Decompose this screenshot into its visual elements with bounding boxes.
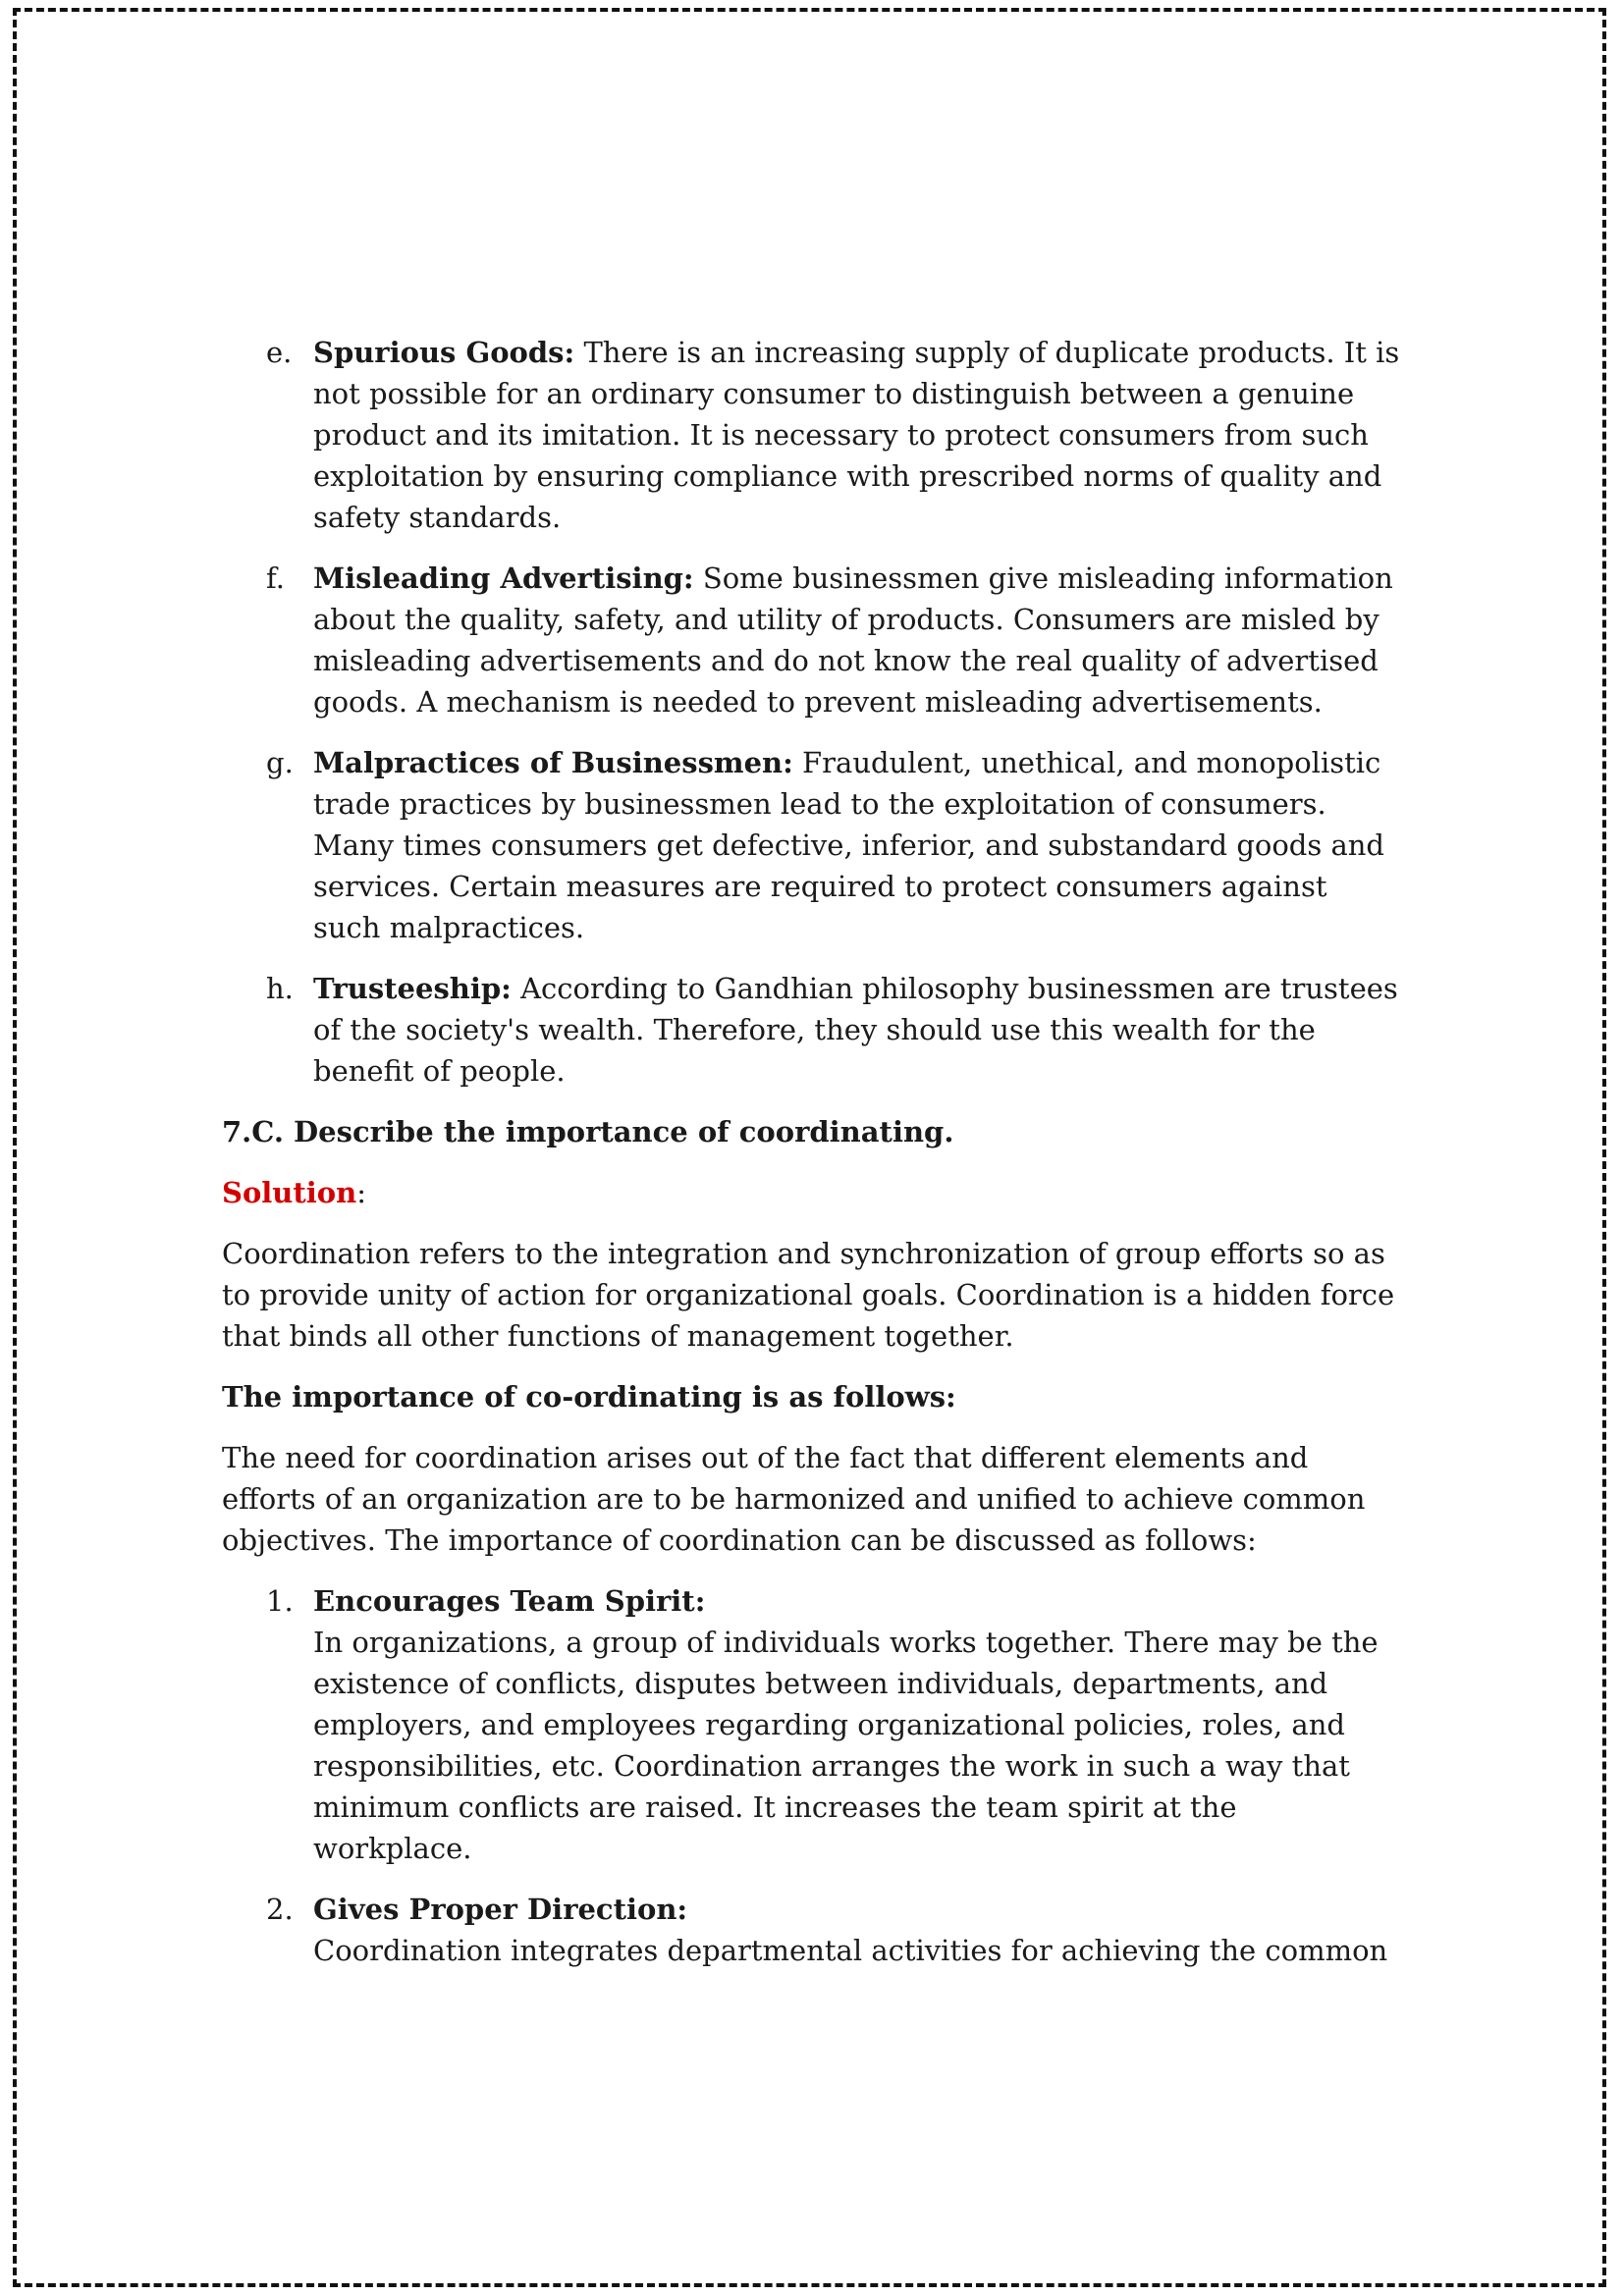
list-text: Some businessmen give misleading information about the quality, safety, and utility of products. Consumers are misled by misleading advertisements and do not know the real quality of advertised goods. A mechanism is needed to prevent misleading advertisements. [313, 561, 1393, 719]
list-text: According to Gandhian philosophy businessmen are trustees of the society's wealth. Therefore, they should use this wealth for the benefit of people. [313, 972, 1398, 1088]
list-item-spurious-goods [222, 332, 1400, 538]
need-paragraph: The need for coordination arises out of the fact that different elements and efforts of an organization are to be harmonized and unified to achieve common objectives. The importance of coordination can be discussed as follows: [222, 1441, 1366, 1557]
solution-colon: : [356, 1176, 367, 1209]
document-content [222, 332, 1400, 1991]
list-item-malpractices [222, 742, 1400, 948]
numbered-item-title: Encourages Team Spirit: [313, 1584, 706, 1618]
list-item-trusteeship [222, 968, 1400, 1092]
list-text: Fraudulent, unethical, and monopolistic trade practices by businessmen lead to the exploitation of consumers. Many times consumers get defective, inferior, and substandard goods and services. Certain measures are required to protect consumers against such malpractices. [313, 746, 1384, 944]
numbered-item-team-spirit [222, 1580, 1400, 1869]
question-heading: 7.C. Describe the importance of coordinating. [222, 1115, 954, 1148]
list-marker: g. [266, 746, 294, 779]
solution-label: Solution [222, 1176, 357, 1209]
numbered-item-title: Gives Proper Direction: [313, 1893, 688, 1926]
importance-heading: The importance of co-ordinating is as follows: [222, 1380, 956, 1414]
list-item-misleading-advertising [222, 558, 1400, 722]
list-term: Trusteeship: [313, 972, 512, 1005]
list-text: There is an increasing supply of duplicate products. It is not possible for an ordinary consumer to distinguish between a genuine product and its imitation. It is necessary to protect consumers from such exploitation by ensuring compliance with prescribed norms of quality and safety standards. [313, 336, 1400, 534]
numbered-item-proper-direction [222, 1889, 1400, 1971]
intro-paragraph: Coordination refers to the integration and synchronization of group efforts so as to provide unity of action for organizational goals. Coordination is a hidden force that binds all other functions of management together. [222, 1237, 1395, 1353]
list-marker: 1. [266, 1584, 294, 1618]
list-marker: 2. [266, 1893, 294, 1926]
list-marker: h. [266, 972, 294, 1005]
list-term: Malpractices of Businessmen: [313, 746, 793, 779]
list-term: Spurious Goods: [313, 336, 575, 369]
numbered-item-text: In organizations, a group of individuals works together. There may be the existence of conflicts, disputes between individuals, departments, and employers, and employees regarding organizational policies, roles, and responsibilities, etc. Coordination arranges the work in such a way that minimum conflicts are raised. It increases the team spirit at the workplace. [313, 1626, 1379, 1865]
list-marker: f. [266, 561, 285, 595]
solution-line [222, 1172, 1400, 1213]
numbered-item-text: Coordination integrates departmental activities for achieving the common [313, 1934, 1388, 1967]
list-term: Misleading Advertising: [313, 561, 694, 595]
list-marker: e. [266, 336, 293, 369]
